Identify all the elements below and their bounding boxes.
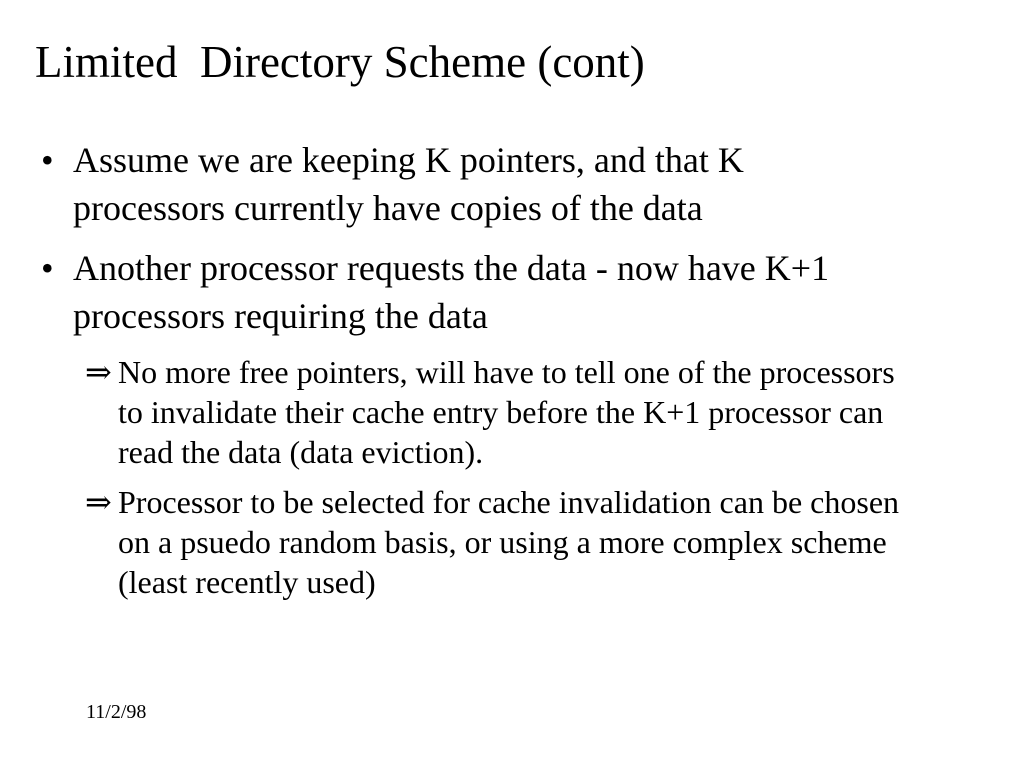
double-arrow-icon: ⇒ (85, 354, 112, 390)
bullet-item (0, 244, 1024, 340)
slide-date: 11/2/98 (86, 701, 147, 723)
bullet-dot-icon: • (41, 140, 54, 180)
sub-bullet-text: Processor to be selected for cache invalidation can be chosen on a psuedo random basis, or using a more complex scheme (least recently used) (118, 484, 900, 600)
bullet-text: Another processor requests the data - now have K+1 processors requiring the data (73, 248, 830, 336)
sub-bullet-item (0, 352, 1024, 472)
slide-body (0, 136, 1024, 612)
sub-bullet-text: No more free pointers, will have to tell one of the processors to invalidate their cache entry before the K+1 processor can read the data (data eviction). (118, 354, 895, 470)
bullet-text: Assume we are keeping K pointers, and that K processors currently have copies of the data (73, 140, 744, 228)
bullet-item (0, 136, 1024, 232)
sub-bullet-item (0, 482, 1024, 602)
double-arrow-icon: ⇒ (85, 484, 112, 520)
bullet-dot-icon: • (41, 248, 54, 288)
slide-title: Limited Directory Scheme (cont) (35, 37, 645, 87)
